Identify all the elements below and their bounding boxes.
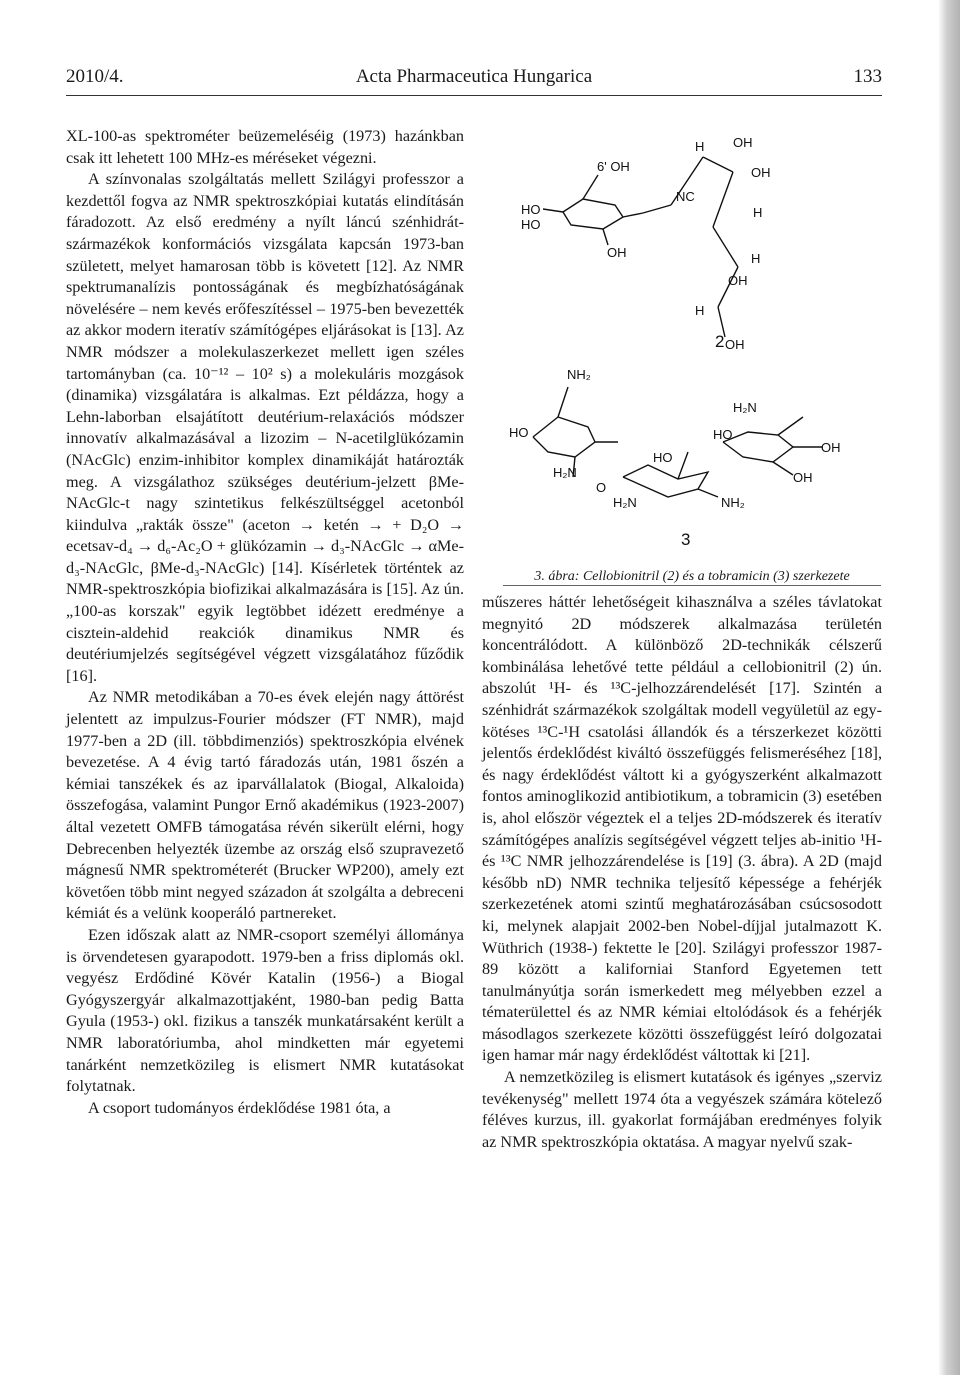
svg-text:OH: OH	[607, 245, 627, 260]
svg-text:OH: OH	[725, 337, 745, 352]
svg-text:O: O	[596, 480, 607, 495]
svg-text:OH: OH	[751, 165, 771, 180]
svg-text:OH: OH	[728, 273, 748, 288]
paragraph: XL-100-as spektrométer beüzemeléséig (1973) hazánkban csak itt lehetett 100 MHz-es méréseket végezni.	[66, 127, 464, 167]
svg-text:HO: HO	[521, 202, 541, 217]
svg-text:H: H	[753, 205, 763, 220]
scan-edge-shadow	[938, 0, 960, 1375]
svg-text:OH: OH	[793, 470, 813, 485]
left-column	[66, 126, 464, 1119]
figure-caption: 3. ábra: Cellobionitril (2) és a tobramicin (3) szerkezete	[534, 569, 850, 584]
svg-text:NH₂: NH₂	[721, 495, 745, 510]
svg-text:NH₂: NH₂	[567, 367, 591, 382]
paragraph: műszeres háttér lehetőségeit kihasználva a széles távlatokat megnyitó 2D módszerek alkalmazása területén koncentrálódott. A különböző 2D-technikák célszerű kombinálása lehetővé tette például a cellobionitril (2) ún. abszolút ¹H- és ¹³C-jelhozzárendelését [17]. Szintén a szénhidrát származékok szolgáltak modell vegyületül az egy-kötéses ¹³C-¹H csatolási állandók és a térszerkezet közötti jelentős érdeklődést kiváltó összefüggés felismeréséhez [18], és nagy érdeklődést váltott ki a gyógyszerként alkalmazott fontos aminoglikozid antibiotikum, a tobramicin (3) esetében is, ahol először végeztek el a teljes 2D-módszerek és iteratív számítógépes analízis segítségével végzett teljes ab-initio ¹H- és ¹³C NMR jelhozzárendelése is [19] (3. ábra). A 2D (majd később nD) NMR technika teljesítő képessége a fehérjék szerkezetének atomi szintű meghatározásában csúcsosodott ki, melynek alapjait 2002-ben Nobel-díjjal jutalmazott K. Wüthrich (1938-) fektette le [20]. Szilágyi professzor 1987-89 között a kaliforniai Stanford Egyetemen tett tanulmányútja során ismerkedett meg mélyebben ezzel a tématerülettel és az NMR kémiai eltolódások és a fehérjék másodlagos szerkezete közötti összefüggést leíró dolgozatai igen hamar már nagy érdeklődést váltottak ki [21].	[482, 593, 882, 1065]
paragraph: Ezen időszak alatt az NMR-csoport személyi állománya is örvendetesen gyarapodott. 1979-ben a friss diplomás okl. vegyész Erdődiné Kövér Katalin (1956-) a Biogal Gyógyszergyár alkalmazottjaként, 1980-ban pedig Batta Gyula (1953-) okl. fizikus a tanszék munkatársaként került a NMR laboratóriumba, ahol mindketten már egyetemi tanárként nemzetközileg is elismert NMR kutatásokat folytatnak.	[66, 925, 464, 1096]
svg-text:H: H	[695, 303, 705, 318]
svg-text:H₂N: H₂N	[553, 465, 577, 480]
svg-text:H: H	[695, 139, 705, 154]
svg-text:HO: HO	[653, 450, 673, 465]
compound-3-label: 3	[681, 530, 691, 549]
svg-text:OH: OH	[821, 440, 841, 455]
running-header	[66, 66, 882, 92]
compound-2-label: 2	[715, 332, 725, 351]
svg-text:H₂N: H₂N	[733, 400, 757, 415]
svg-text:6' OH: 6' OH	[597, 159, 630, 174]
svg-text:HO: HO	[713, 427, 733, 442]
issue-number: 2010/4.	[66, 66, 124, 87]
page-number: 133	[853, 66, 882, 87]
svg-text:HO: HO	[521, 217, 541, 232]
paragraph: A nemzetközileg is elismert kutatások és igényes „szerviz tevékenység" mellett 1974 óta a vegyészek számára kötelező féléves kurzus, ill. gyakorlat formájában eredményes folyik az NMR spektroszkópia oktatása. A magyar nyelvű szak-	[482, 1068, 882, 1151]
structure-drawing	[503, 117, 881, 567]
figure-bottom-rule	[503, 585, 881, 586]
header-rule	[66, 95, 882, 96]
svg-text:HO: HO	[509, 425, 529, 440]
svg-text:NC: NC	[676, 189, 695, 204]
journal-title: Acta Pharmaceutica Hungarica	[355, 66, 593, 87]
paragraph: A színvonalas szolgáltatás mellett Szilágyi professzor a kezdettől fogva az NMR spektroszkópiai kutatás elindításán fáradozott. Az első eredmény a nyílt láncú szénhidrát-származékok konformációs vizsgálata kapcsán 1973-ban született, melyet hamarosan több is követett [12]. Az NMR spektrumanalízis pontosságának és megbízhatóságának növelésére – nem kevés erőfeszítéssel – 1975-ben bevezették az akkor modern iteratív számítógépes eljárásokat is [13]. Az NMR módszer a molekulaszerkezet mellett igen széles tartományban (ca. 10⁻¹² – 10² s) a molekuláris mozgások (dinamika) vizsgálatára is alkalmas. Ezt példázza, hogy a Lehn-laborban elsajátított deutérium-relaxációs módszer innovatív alkalmazásával a lizozim – N-acetilglükózamin (NAcGlc) enzim-inhibitor komplex dinamikáját határozták meg. A vizsgálathoz szükséges deutérium-jelzett βMe-NAcGlc-t nagy szintetikus felkészültséggel acetonból kiindulva „rakták össze" (aceton → ketén → + D₂O → ecetsav-d₄ → d₆-Ac₂O + glükózamin → d₃-NAcGlc → αMe-d₃-NAcGlc, βMe-d₃-NAcGlc) [14]. Kísérletek történtek az NMR-spektroszkópia biofizikai alkalmazására is [15]. Az ún. „100-as korszak" egyik legtöbbet idézett eredménye a cisztein-aldehid reakciók dinamikus NMR és deutériumjelzés segítségével végzett vizsgálatához fűződik [16].	[66, 170, 464, 685]
paragraph: Az NMR metodikában a 70-es évek elején nagy áttörést jelentett az impulzus-Fourier módszer (FT NMR), majd 1977-ben a 2D (ill. többdimenziós) spektroszkópia elvének bevezetése. A 4 évig tartó fáradozás után, 1981 őszén a kémiai tanszékek és az iparvállalatok (Biogal, Alkaloida) összefogása, valamint Pungor Ernő akadémikus (1923-2007) által vezetett OMFB támogatása révén sikerült elérni, hogy Debrecenben helyezték üzembe az ország első szupravezető mágnesű NMR spektrométerét (Brucker WP200), amely ezt követően több mint negyed századon át szolgálta a debreceni kémiát és a velünk kooperáló partnereket.	[66, 688, 464, 923]
svg-text:H₂N: H₂N	[613, 495, 637, 510]
svg-text:OH: OH	[733, 135, 753, 150]
figure-3	[503, 117, 881, 587]
paragraph: A csoport tudományos érdeklődése 1981 óta, a	[88, 1098, 391, 1117]
svg-text:H: H	[751, 251, 761, 266]
right-column	[482, 592, 882, 1153]
